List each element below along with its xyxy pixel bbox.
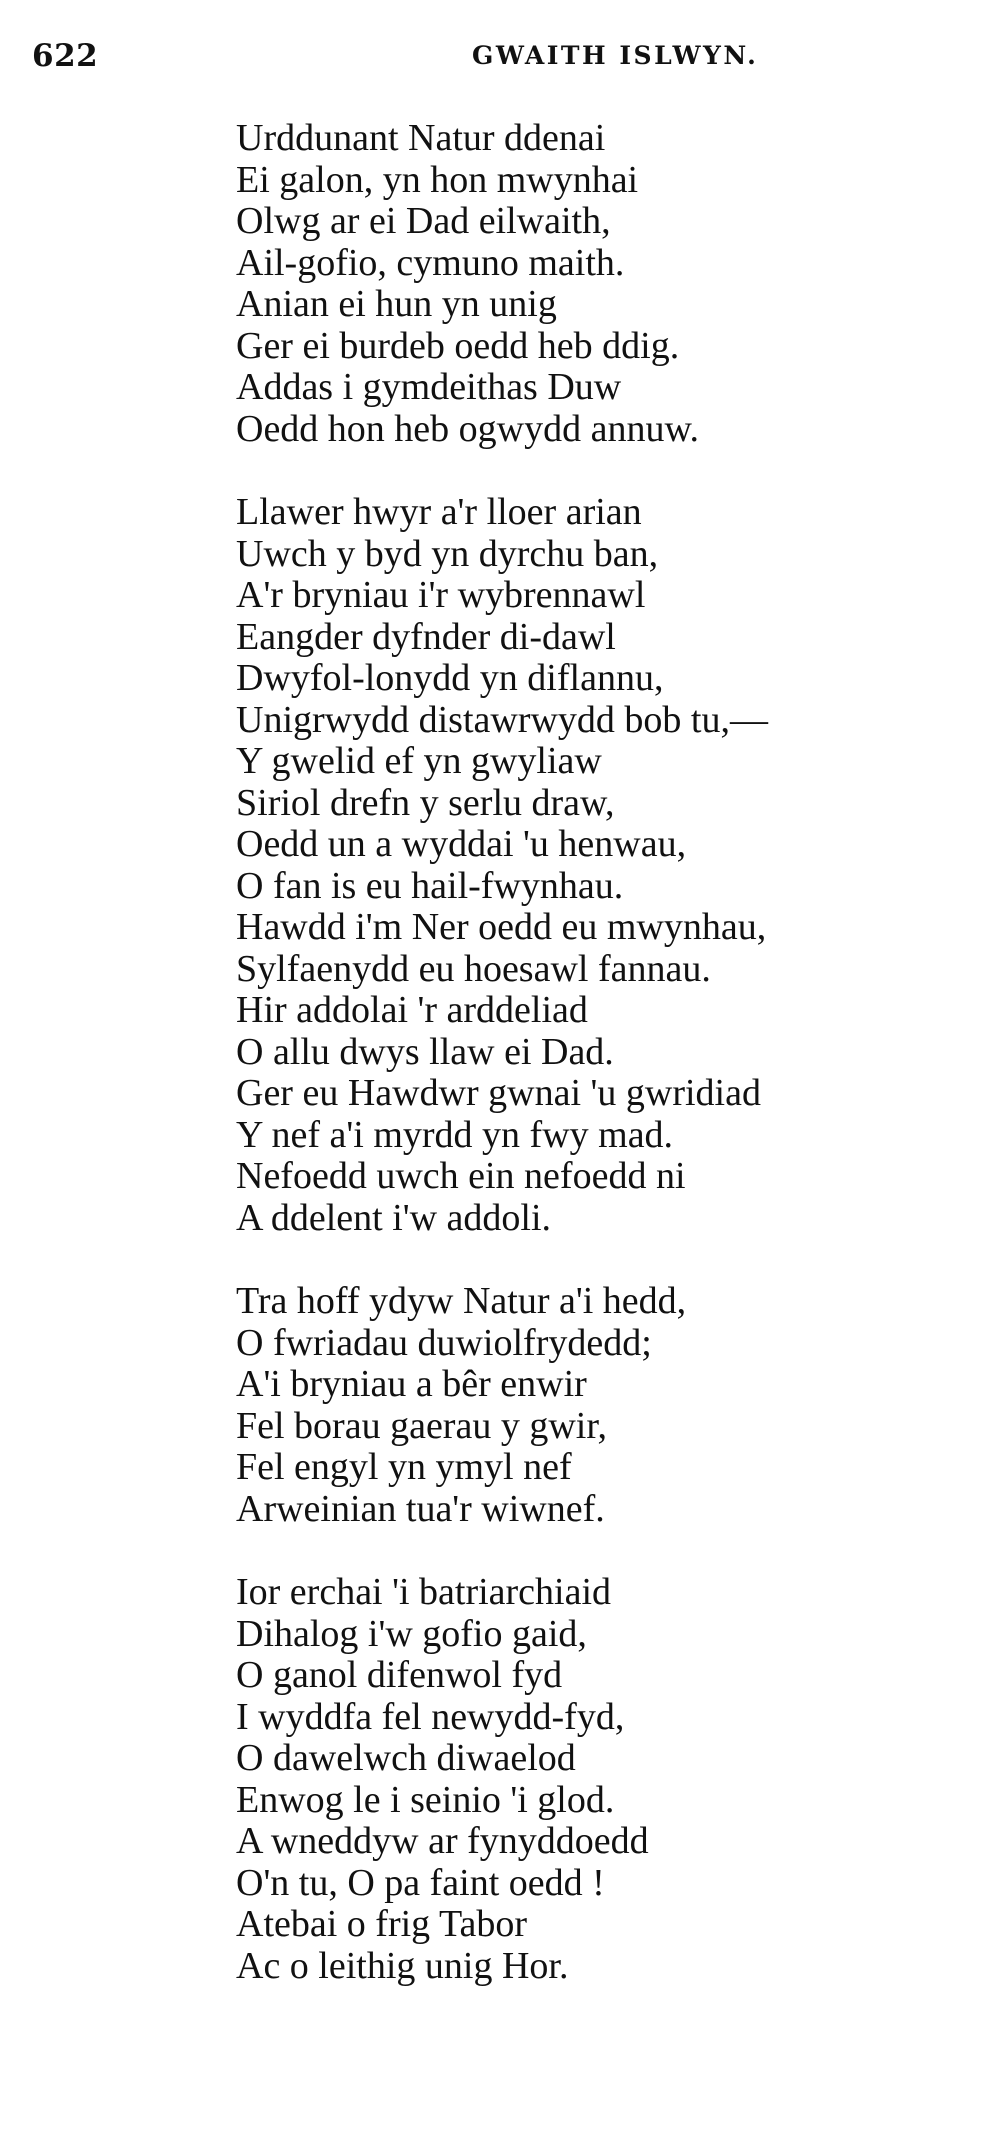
verse-line: Oedd hon heb ogwydd annuw. [236,407,699,450]
verse-line: Ger eu Hawdwr gwnai 'u gwridiad [236,1072,761,1114]
running-title: GWAITH ISLWYN. [472,41,759,70]
verse-line: Eangder dyfnder di-dawl [236,615,616,658]
verse-line: Llawer hwyr a'r lloer arian [236,491,642,533]
page-number: 622 [32,38,99,74]
verse-line: O'n tu, O pa faint oedd ! [236,1861,605,1904]
poem-body [236,118,956,1987]
verse-line: Ac o leithig unig Hor. [236,1944,569,1987]
verse-line: Siriol drefn y serlu draw, [236,781,615,824]
verse-line: Atebai o frig Tabor [236,1903,528,1945]
verse-line: Sylfaenydd eu hoesawl fannau. [236,947,711,990]
verse-line: Fel borau gaerau y gwir, [236,1404,607,1447]
verse-line: Ger ei burdeb oedd heb ddig. [236,324,680,367]
verse-line: Y gwelid ef yn gwyliaw [236,740,602,782]
verse-line: Dihalog i'w gofio gaid, [236,1612,587,1655]
verse-line: Ail-gofio, cymuno maith. [236,241,625,284]
verse-line: Arweinian tua'r wiwnef. [236,1487,605,1530]
verse-line: Ei galon, yn hon mwynhai [236,158,639,201]
verse-line: O ganol difenwol fyd [236,1654,563,1696]
verse-line: Dwyfol-lonydd yn diflannu, [236,657,664,699]
verse-line: Oedd un a wyddai 'u henwau, [236,823,687,865]
verse-line: Olwg ar ei Dad eilwaith, [236,200,611,242]
verse-line: Addas i gymdeithas Duw [236,366,622,408]
verse-line: Hir addolai 'r arddeliad [236,989,588,1031]
verse-line: Fel engyl yn ymyl nef [236,1446,572,1488]
verse-line: O fan is eu hail-fwynhau. [236,864,624,907]
verse-line: O allu dwys llaw ei Dad. [236,1030,614,1073]
verse-line: Urddunant Natur ddenai [236,117,606,159]
stanza [236,1572,956,1987]
verse-line: Enwog le i seinio 'i glod. [236,1778,615,1821]
verse-line: Unigrwydd distawrwydd bob tu,— [236,698,768,741]
verse-line: A ddelent i'w addoli. [236,1196,552,1239]
verse-line: A'r bryniau i'r wybrennawl [236,574,646,616]
verse-line: Tra hoff ydyw Natur a'i hedd, [236,1280,687,1322]
verse-line: O fwriadau duwiolfrydedd; [236,1321,652,1364]
verse-line: Ior erchai 'i batriarchiaid [236,1571,612,1613]
verse-line: A'i bryniau a bêr enwir [236,1363,587,1405]
verse-line: O dawelwch diwaelod [236,1737,576,1779]
stanza [236,492,956,1239]
verse-line: Anian ei hun yn unig [236,283,557,325]
stanza [236,1281,956,1530]
running-head [32,38,947,78]
verse-line: Y nef a'i myrdd yn fwy mad. [236,1113,674,1156]
verse-line: A wneddyw ar fynyddoedd [236,1820,649,1862]
verse-line: Nefoedd uwch ein nefoedd ni [236,1155,686,1197]
verse-line: Uwch y byd yn dyrchu ban, [236,532,659,575]
stanza [236,118,956,450]
verse-line: Hawdd i'm Ner oedd eu mwynhau, [236,906,767,948]
verse-line: I wyddfa fel newydd-fyd, [236,1695,625,1738]
